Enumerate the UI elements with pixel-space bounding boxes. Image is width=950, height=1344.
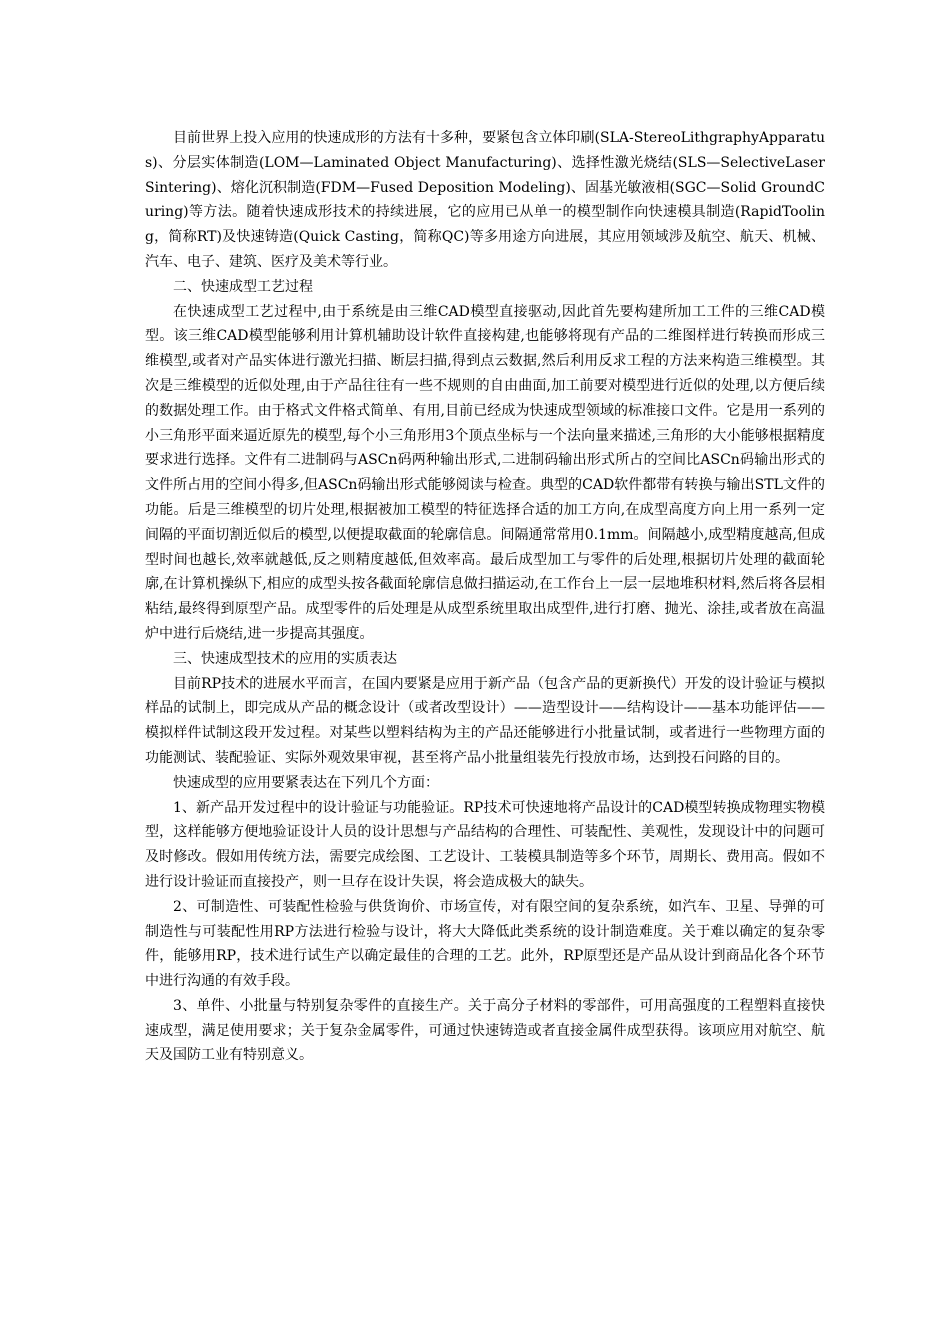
paragraph-process: 在快速成型工艺过程中,由于系统是由三维CAD模型直接驱动,因此首先要构建所加工工件的三维CAD模型。该三维CAD模型能够利用计算机辅助设计软件直接构建,也能够将现有产品的二维图样进行转换而形成三维模型,或者对产品实体进行激光扫描、断层扫描,得到点云数据,然后利用反求工程的方法来构造三维模型。其次是三维模型的近似处理,由于产品往往有一些不规则的自由曲面,加工前要对模型进行近似的处理,以方便后续的数据处理工作。由于格式文件格式简单、有用,目前已经成为快速成型领域的标准接口文件。它是用一系列的小三角形平面来逼近原先的模型,每个小三角形用3个顶点坐标与一个法向量来描述,三角形的大小能够根据精度要求进行选择。文件有二进制码与ASCn码两种输出形式,二进制码输出形式所占的空间比ASCn码输出形式的文件所占用的空间小得多,但ASCn码输出形式能够阅读与检查。典型的CAD软件都带有转换与输出STL文件的功能。后是三维模型的切片处理,根据被加工模型的特征选择合适的加工方向,在成型高度方向上用一系列一定间隔的平面切割近似后的模型,以便提取截面的轮廓信息。间隔通常常用0.1mm。间隔越小,成型精度越高,但成型时间也越长,效率就越低,反之则精度越低,但效率高。最后成型加工与零件的后处理,根据切片处理的截面轮廓,在计算机操纵下,相应的成型头按各截面轮廓信息做扫描运动,在工作台上一层一层地堆积材料,然后将各层相粘结,最终得到原型产品。成型零件的后处理是从成型系统里取出成型件,进行打磨、抛光、涂挂,或者放在高温炉中进行后烧结,进一步提高其强度。 xyxy=(145,303,825,642)
paragraph-aspects-intro: 快速成型的应用要紧表达在下列几个方面： xyxy=(173,774,439,791)
paragraph-item-3: 3、单件、小批量与特别复杂零件的直接生产。关于高分子材料的零部件，可用高强度的工程塑料直接快速成型，满足使用要求；关于复杂金属零件，可通过快速铸造或者直接金属件成型获得。该项应用对航空、航天及国防工业有特别意义。 xyxy=(145,997,825,1064)
paragraph-item-1: 1、新产品开发过程中的设计验证与功能验证。RP技术可快速地将产品设计的CAD模型转换成物理实物模型，这样能够方便地验证设计人员的设计思想与产品结构的合理性、可装配性、美观性，发现设计中的问题可及时修改。假如用传统方法，需要完成绘图、工艺设计、工装模具制造等多个环节，周期长、费用高。假如不进行设计验证而直接投产，则一旦存在设计失误，将会造成极大的缺失。 xyxy=(145,799,825,890)
paragraph-intro: 目前世界上投入应用的快速成形的方法有十多种，要紧包含立体印刷(SLA-StereoLithgraphyApparatus)、分层实体制造(LOM—Laminated Object Manufacturing)、选择性激光烧结(SLS—SelectiveLaser Sintering)、熔化沉积制造(FDM—Fused Deposition Modeling)、固基光敏液相(SGC—Solid GroundCuring)等方法。随着快速成形技术的持续进展，它的应用已从单一的模型制作向快速模具制造(RapidTooling，简称RT)及快速铸造(Quick Casting，简称QC)等多用途方向进展，其应用领域涉及航空、航天、机械、汽车、电子、建筑、医疗及美术等行业。 xyxy=(145,130,825,270)
section-heading-3: 三、快速成型技术的应用的实质表达 xyxy=(173,650,397,667)
section-heading-2: 二、快速成型工艺过程 xyxy=(173,278,313,295)
paragraph-item-2: 2、可制造性、可装配性检验与供货询价、市场宣传，对有限空间的复杂系统，如汽车、卫星、导弹的可制造性与可装配性用RP方法进行检验与设计，将大大降低此类系统的设计制造难度。关于难以确定的复杂零件，能够用RP，技术进行试生产以确定最佳的合理的工艺。此外，RP原型还是产品从设计到商品化各个环节中进行沟通的有效手段。 xyxy=(145,898,825,990)
paragraph-application: 目前RP技术的进展水平而言，在国内要紧是应用于新产品（包含产品的更新换代）开发的设计验证与模拟样品的试制上，即完成从产品的概念设计（或者改型设计）——造型设计——结构设计——基本功能评估——模拟样件试制这段开发过程。对某些以塑料结构为主的产品还能够进行小批量试制，或者进行一些物理方面的功能测试、装配验证、实际外观效果审视，甚至将产品小批量组装先行投放市场，达到投石问路的目的。 xyxy=(145,675,825,766)
document-body xyxy=(145,126,825,1068)
